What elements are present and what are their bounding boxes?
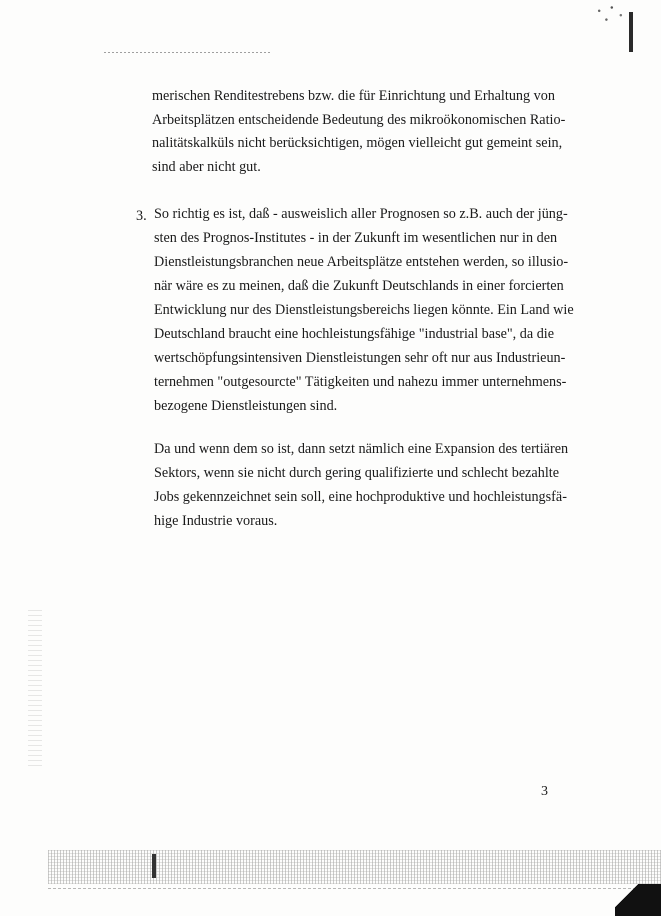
text-line: So richtig es ist, daß - ausweislich aller Prognosen so z.B. auch der jüng- bbox=[154, 206, 568, 222]
text-line: sind aber nicht gut. bbox=[152, 159, 261, 175]
text-line: när wäre es zu meinen, daß die Zukunft Deutschlands in einer forcierten bbox=[154, 278, 564, 294]
text-line: Arbeitsplätzen entscheidende Bedeutung des mikroökonomischen Ratio- bbox=[152, 112, 566, 128]
text-line: hige Industrie voraus. bbox=[154, 513, 278, 529]
scan-artifact-bottom-mark bbox=[152, 854, 156, 878]
scan-artifact-top-right-specks bbox=[592, 2, 628, 24]
text-line: Dienstleistungsbranchen neue Arbeitsplätze entstehen werden, so illusio- bbox=[154, 254, 569, 270]
text-line: merischen Renditestrebens bzw. die für Einrichtung und Erhaltung von bbox=[152, 88, 555, 104]
text-line: ternehmen "outgesourcte" Tätigkeiten und nahezu immer unternehmens- bbox=[154, 374, 567, 390]
text-line: Deutschland braucht eine hochleistungsfähige "industrial base", da die bbox=[154, 326, 555, 342]
text-line: nalitätskalküls nicht berücksichtigen, mögen vielleicht gut gemeint sein, bbox=[152, 135, 563, 151]
page-number: 3 bbox=[541, 784, 548, 799]
text-line: Da und wenn dem so ist, dann setzt nämlich eine Expansion des tertiären bbox=[154, 441, 569, 457]
item-number: 3. bbox=[136, 208, 147, 224]
scan-artifact-top-dash bbox=[104, 52, 272, 53]
text-line: bezogene Dienstleistungen sind. bbox=[154, 398, 338, 414]
scan-artifact-left-edge bbox=[28, 610, 42, 770]
scan-artifact-bottom-band bbox=[48, 850, 661, 884]
scan-artifact-bottom-right-corner bbox=[615, 884, 661, 916]
scan-artifact-bottom-line bbox=[48, 888, 661, 889]
scan-artifact-top-right-bar bbox=[629, 12, 633, 52]
text-line: sten des Prognos-Institutes - in der Zukunft im wesentlichen nur in den bbox=[154, 230, 558, 246]
text-line: Entwicklung nur des Dienstleistungsbereichs liegen könnte. Ein Land wie bbox=[154, 302, 574, 318]
text-line: Sektors, wenn sie nicht durch gering qualifizierte und schlecht bezahlte bbox=[154, 465, 559, 481]
text-line: wertschöpfungsintensiven Dienstleistungen sehr oft nur aus Industrieun- bbox=[154, 350, 566, 366]
text-line: Jobs gekennzeichnet sein soll, eine hochproduktive und hochleistungsfä- bbox=[154, 489, 567, 505]
